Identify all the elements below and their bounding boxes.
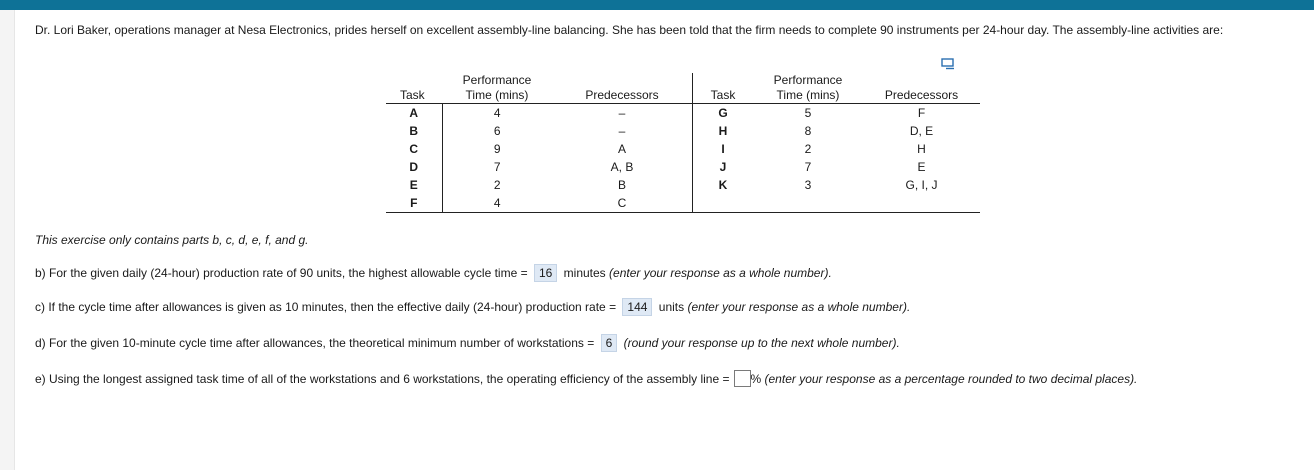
table-row xyxy=(386,122,980,140)
task-cell-2: K xyxy=(693,176,754,194)
left-panel-edge xyxy=(0,10,15,470)
answer-e-input[interactable] xyxy=(734,370,751,387)
task-cell-2: G xyxy=(693,104,754,123)
question-c-hint: (enter your response as a whole number). xyxy=(687,300,911,314)
time-cell: 7 xyxy=(493,160,501,174)
task-cell-2 xyxy=(693,194,754,213)
predecessor-cell-2 xyxy=(863,194,980,213)
predecessor-cell-2: F xyxy=(917,106,926,120)
task-table xyxy=(386,73,980,213)
header-time xyxy=(442,73,552,104)
copy-icon[interactable] xyxy=(941,58,955,70)
question-e-hint: (enter your response as a percentage rounded to two decimal places). xyxy=(764,372,1138,386)
question-d-text: d) For the given 10-minute cycle time after allowances, the theoretical minimum number of workstations = xyxy=(35,336,595,350)
task-cell: B xyxy=(386,122,442,140)
time-cell-2: 5 xyxy=(804,106,812,120)
header-time-line1: Performance xyxy=(462,73,532,87)
time-cell-2: 7 xyxy=(804,160,812,174)
question-c-text: c) If the cycle time after allowances is given as 10 minutes, then the effective daily (24-hour) production rate = xyxy=(35,300,617,314)
predecessor-cell: B xyxy=(617,178,626,192)
question-d-hint: (round your response up to the next whole number). xyxy=(623,336,900,350)
predecessor-cell: – xyxy=(618,106,626,120)
time-cell: 6 xyxy=(493,124,501,138)
question-b-hint: (enter your response as a whole number). xyxy=(609,266,832,280)
question-c-unit: units xyxy=(658,300,685,314)
task-cell: C xyxy=(386,140,442,158)
table-row xyxy=(386,176,980,194)
time-cell: 2 xyxy=(493,178,501,192)
answer-b-field[interactable]: 16 xyxy=(534,264,557,282)
table-row xyxy=(386,194,980,213)
time-cell-2: 8 xyxy=(804,124,812,138)
predecessor-cell-2: D, E xyxy=(909,124,934,138)
time-cell-2 xyxy=(753,194,863,213)
task-cell-2: H xyxy=(693,122,754,140)
question-d xyxy=(35,334,900,352)
question-b-unit: minutes xyxy=(563,266,606,280)
time-cell: 9 xyxy=(493,142,501,156)
time-cell-2: 3 xyxy=(804,178,812,192)
predecessor-cell: A xyxy=(617,142,626,156)
table-row xyxy=(386,140,980,158)
time-cell: 4 xyxy=(442,194,552,213)
header-time-line2: Time (mins) xyxy=(465,88,529,102)
header-task-2: Task xyxy=(693,73,754,104)
table-header-row xyxy=(386,73,980,104)
header-time-2-line2: Time (mins) xyxy=(776,88,840,102)
answer-c-field[interactable]: 144 xyxy=(622,298,652,316)
predecessor-cell-2: E xyxy=(917,160,926,174)
task-cell-2: J xyxy=(693,158,754,176)
task-cell: D xyxy=(386,158,442,176)
question-e-unit: % xyxy=(750,372,762,386)
exercise-note: This exercise only contains parts b, c, d, e, f, and g. xyxy=(35,233,309,247)
table-row xyxy=(386,158,980,176)
header-predecessors-2: Predecessors xyxy=(863,73,980,104)
header-predecessors: Predecessors xyxy=(552,73,693,104)
task-cell-2: I xyxy=(693,140,754,158)
task-cell: E xyxy=(386,176,442,194)
question-b xyxy=(35,264,832,282)
question-e-text: e) Using the longest assigned task time of all of the workstations and 6 workstations, the operating efficiency of the assembly line = xyxy=(35,372,730,386)
time-cell-2: 2 xyxy=(804,142,812,156)
predecessor-cell-2: G, I, J xyxy=(905,178,938,192)
top-bar xyxy=(0,0,1314,10)
predecessor-cell: – xyxy=(618,124,626,138)
header-time-2-line1: Performance xyxy=(773,73,843,87)
question-c xyxy=(35,298,910,316)
question-e xyxy=(35,370,1137,387)
problem-intro: Dr. Lori Baker, operations manager at Nesa Electronics, prides herself on excellent assembly-line balancing. She has been told that the firm needs to complete 90 instruments per 24-hour day. The assembly-line activities are: xyxy=(35,23,1224,37)
task-cell: A xyxy=(386,104,442,123)
header-task: Task xyxy=(386,73,442,104)
header-time-2 xyxy=(753,73,863,104)
answer-d-field[interactable]: 6 xyxy=(601,334,618,352)
table-row xyxy=(386,104,980,123)
question-b-text: b) For the given daily (24-hour) production rate of 90 units, the highest allowable cycle time = xyxy=(35,266,528,280)
predecessor-cell-2: H xyxy=(917,142,926,156)
predecessor-cell: C xyxy=(552,194,693,213)
task-cell: F xyxy=(386,194,442,213)
predecessor-cell: A, B xyxy=(610,160,634,174)
time-cell: 4 xyxy=(493,106,501,120)
